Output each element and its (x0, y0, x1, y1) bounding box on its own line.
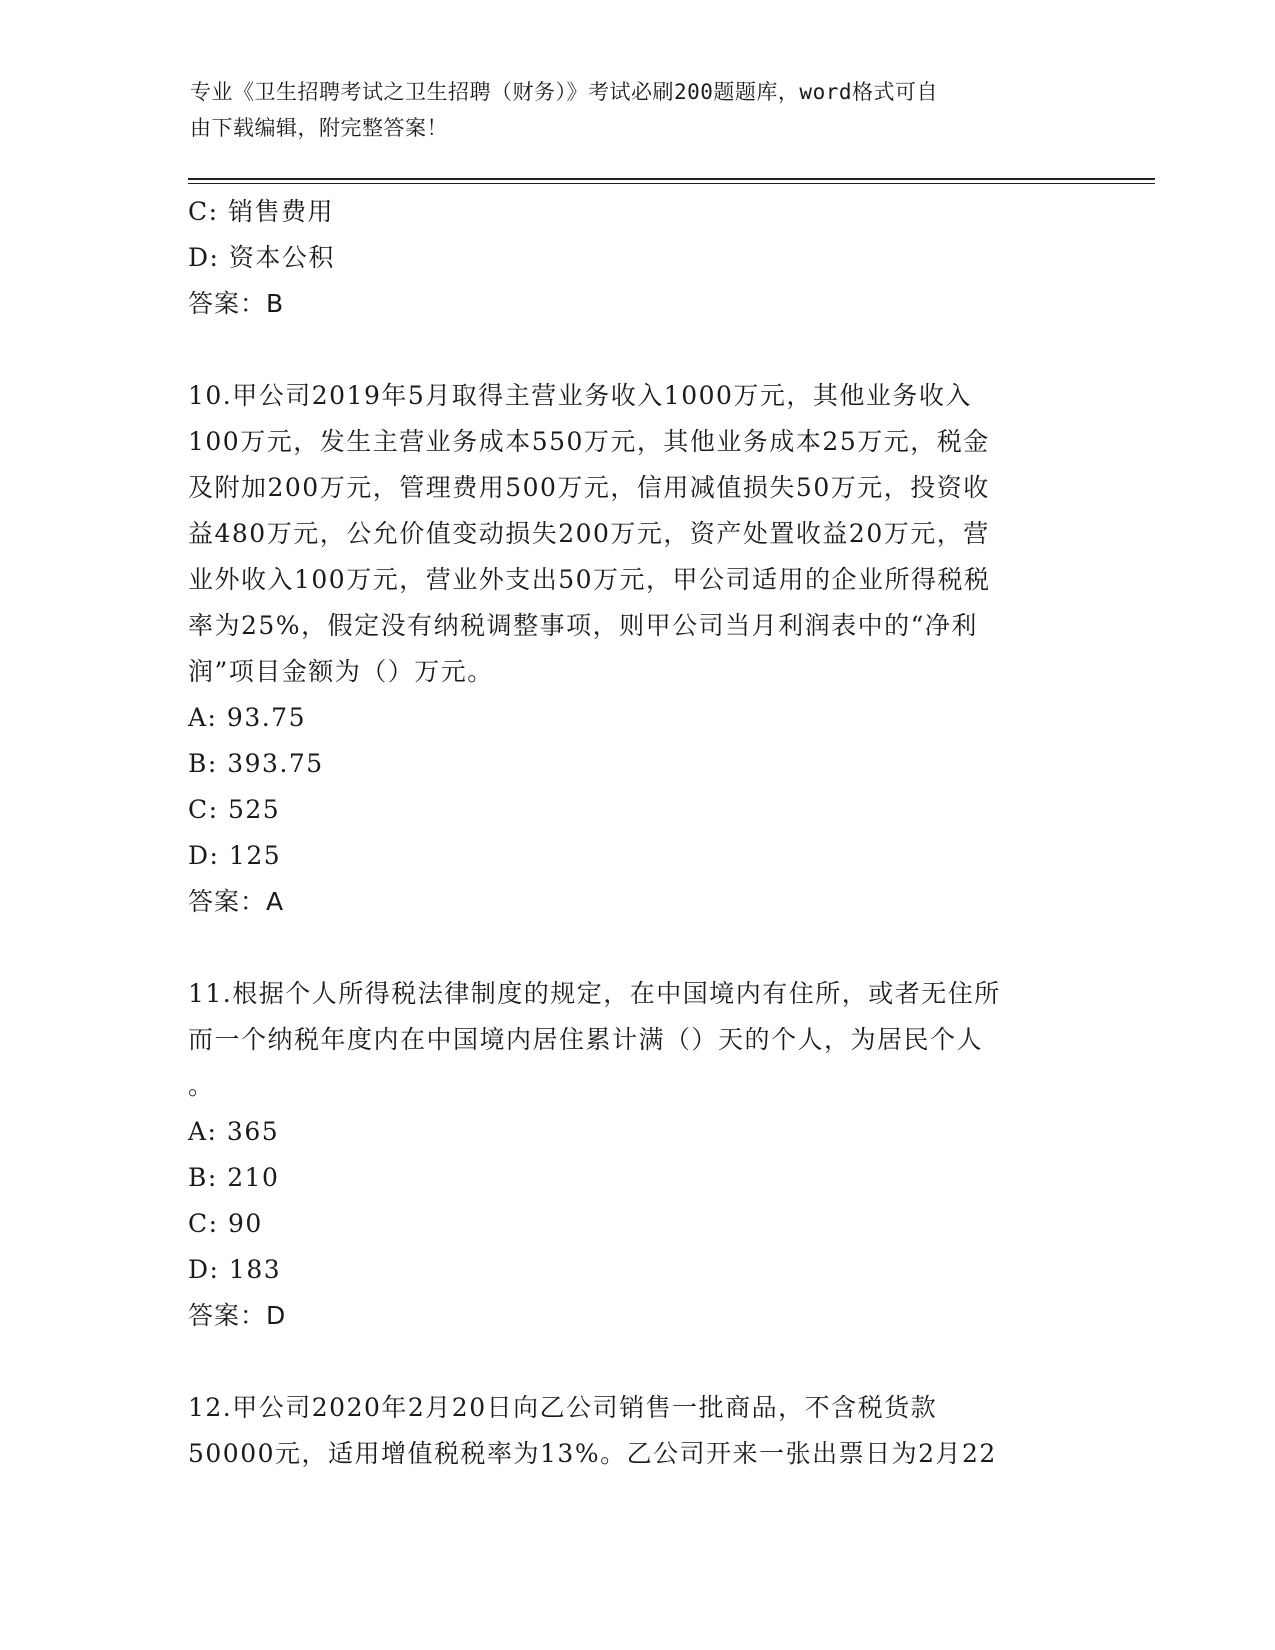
option-c: C: 525 (188, 795, 281, 824)
option-b: B: 393.75 (188, 749, 324, 778)
question-9 (188, 189, 1068, 327)
question-10 (188, 373, 1068, 925)
question-11 (188, 971, 1068, 1339)
option-c: C: 90 (188, 1209, 263, 1238)
question-stem-line: 100万元，发生主营业务成本550万元，其他业务成本25万元，税金 (188, 427, 990, 456)
question-stem-line: 益480万元，公允价值变动损失200万元，资产处置收益20万元，营 (188, 519, 990, 548)
answer-label: 答案：A (188, 887, 285, 916)
header-divider (188, 178, 1155, 184)
header-line-1: 专业《卫生招聘考试之卫生招聘（财务）》考试必刷200题题库，word格式可自 (190, 80, 938, 104)
answer-label: 答案：D (188, 1301, 287, 1330)
question-stem-line: 50000元，适用增值税税率为13%。乙公司开来一张出票日为2月22 (188, 1439, 997, 1468)
option-d: D: 资本公积 (188, 243, 335, 272)
option-d: D: 125 (188, 841, 282, 870)
spacer (188, 925, 1068, 971)
question-stem-line: 润”项目金额为（）万元。 (188, 657, 494, 686)
question-stem-line: 业外收入100万元，营业外支出50万元，甲公司适用的企业所得税税 (188, 565, 991, 594)
option-b: B: 210 (188, 1163, 280, 1192)
spacer (188, 1339, 1068, 1385)
option-d: D: 183 (188, 1255, 282, 1284)
header-line-2: 由下载编辑，附完整答案！ (190, 116, 448, 140)
question-stem-line: 12.甲公司2020年2月20日向乙公司销售一批商品，不含税货款 (188, 1393, 938, 1422)
question-stem-line: 。 (188, 1071, 215, 1100)
option-a: A: 365 (188, 1117, 280, 1146)
question-12 (188, 1385, 1068, 1477)
page-header (190, 74, 1090, 146)
document-body (188, 189, 1068, 1477)
answer-label: 答案：B (188, 289, 285, 318)
option-a: A: 93.75 (188, 703, 306, 732)
question-stem-line: 11.根据个人所得税法律制度的规定，在中国境内有住所，或者无住所 (188, 979, 1001, 1008)
option-c: C: 销售费用 (188, 197, 334, 226)
question-stem-line: 10.甲公司2019年5月取得主营业务收入1000万元，其他业务收入 (188, 381, 972, 410)
question-stem-line: 而一个纳税年度内在中国境内居住累计满（）天的个人，为居民个人 (188, 1025, 984, 1054)
question-stem-line: 率为25%，假定没有纳税调整事项，则甲公司当月利润表中的“净利 (188, 611, 978, 640)
question-stem-line: 及附加200万元，管理费用500万元，信用减值损失50万元，投资收 (188, 473, 990, 502)
spacer (188, 327, 1068, 373)
